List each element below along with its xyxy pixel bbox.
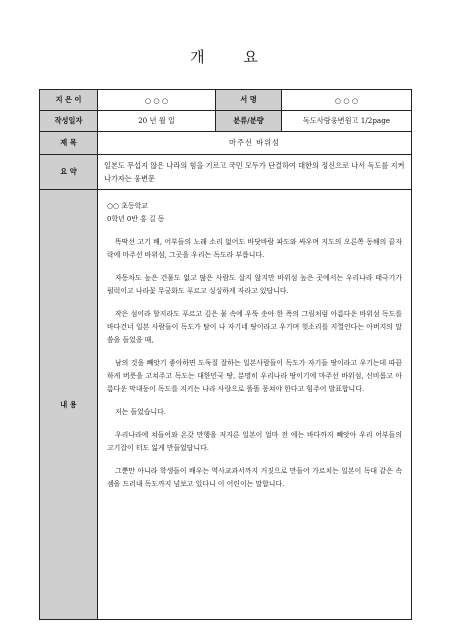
- content-paragraph: 작은 섬이라 할지라도 푸르고 깊은 물 속에 우뚝 솟아 한 폭의 그림처럼 아름다운 바위섬 독도를 바다건너 일본 사람들이 독도가 탐이 나 자기네 땅이라고 우기며 헛소리를 지껄인다는 아버지의 말씀을 들었을 때,: [107, 310, 402, 344]
- school-line: ○○ 초등학교: [107, 202, 148, 210]
- content-paragraph: 저는 들었습니다.: [115, 408, 166, 416]
- date-label: 작성일자: [40, 111, 98, 132]
- content-label: 내 용: [40, 190, 98, 620]
- summary-form-table: [39, 89, 412, 620]
- page-title: 개 요: [190, 48, 260, 66]
- name-label: 서 명: [216, 90, 282, 111]
- content-body: [98, 190, 412, 620]
- content-paragraph: 남의 것을 빼앗기 좋아하면 도둑질 잘하는 일본사람들이 독도가 자기들 땅이라고 우기는데 따끔하게 버릇을 고쳐주고 독도는 대한민국 땅, 분명히 우리나라 땅이기에 마주선 바위섬, 신비롭고 아름다운 막내둥이 독도를 지키는 나라 사랑으로 똘똘 뭉쳐야 한다고 힘주어 발표합니다.: [107, 359, 402, 393]
- content-paragraph: 그뿐만 아니라 학생들이 배우는 역사교과서까지 거짓으로 만들어 가르치는 일본이 독대 같은 속셈을 드러내 독도까지 넘보고 있다니 이 어린이는 말합니다.: [107, 467, 402, 488]
- subject-label: 제 목: [40, 132, 98, 155]
- summary-value: 일본도 무섭지 않은 나라의 힘을 기르고 국민 모두가 단결하여 대한의 정신으로 나서 독도를 지켜 나가자는 웅변문: [98, 155, 412, 190]
- author-label: 지 은 이: [40, 90, 98, 111]
- content-paragraph: 우리나라에 쳐들어와 온갖 만행을 저지른 일본이 얼마 전 에는 바다까지 빼앗아 우리 어부들의 고기잡이 터도 잃게 만들었답니다.: [107, 431, 402, 452]
- category-value: 독도사랑웅변원고 1/2page: [282, 111, 412, 132]
- author-value: ○ ○ ○: [98, 90, 216, 111]
- subject-value: 마주선 바위섬: [98, 132, 412, 155]
- student-line: 0학년 0반 홍 길 동: [107, 215, 165, 223]
- name-value: ○ ○ ○: [282, 90, 412, 111]
- date-value: 20 년 월 일: [98, 111, 216, 132]
- category-label: 분류/분량: [216, 111, 282, 132]
- content-paragraph: 자동차도 높은 건물도 없고 많은 사람도 살지 않지만 바위섬 높은 곳에서는 우리나라 태극기가 펄럭이고 나라꽃 무궁화도 푸르고 싱싱하게 자라고 있답니다.: [107, 274, 402, 295]
- summary-label: 요 약: [40, 155, 98, 190]
- content-paragraph: 똑딱선 고기 배, 어부들의 노래 소리 없어도 바닷바람 파도와 싸우며 지도의 오른쪽 동해의 끝자락에 마주선 바위섬, 그곳을 우리는 독도라 부릅니다.: [107, 238, 402, 259]
